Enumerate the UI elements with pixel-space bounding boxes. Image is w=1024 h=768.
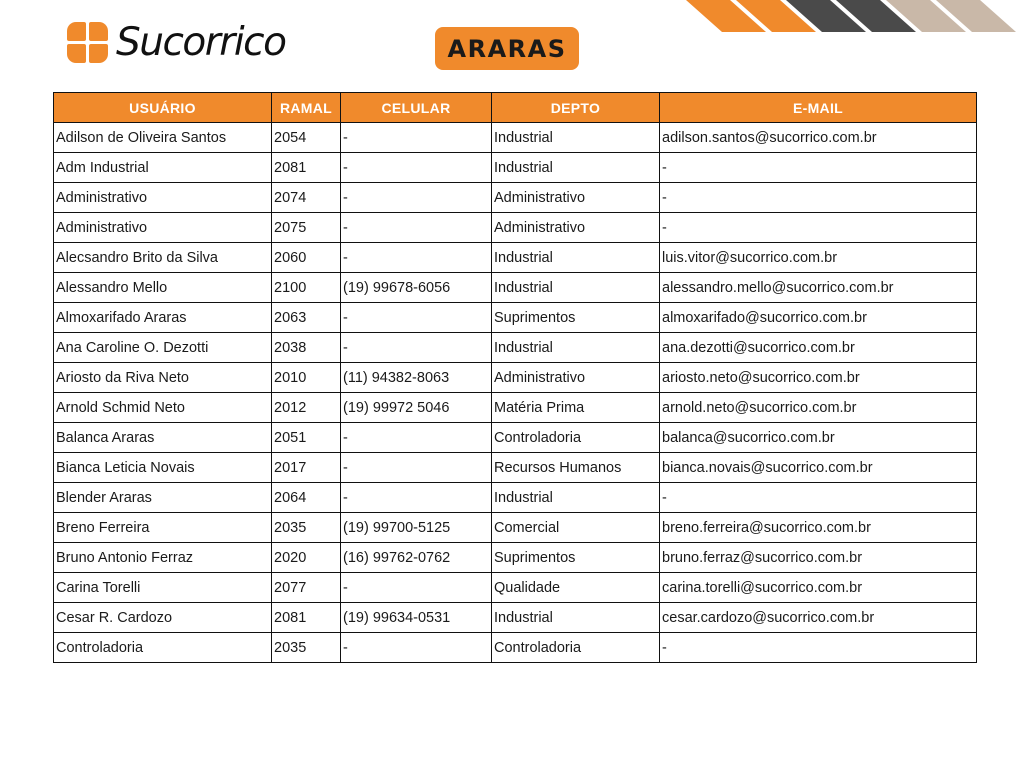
cell-email: arnold.neto@sucorrico.com.br bbox=[660, 393, 977, 423]
cell-usuario: Breno Ferreira bbox=[54, 513, 272, 543]
cell-usuario: Adilson de Oliveira Santos bbox=[54, 123, 272, 153]
cell-ramal: 2075 bbox=[272, 213, 341, 243]
cell-email: alessandro.mello@sucorrico.com.br bbox=[660, 273, 977, 303]
cell-ramal: 2081 bbox=[272, 603, 341, 633]
cell-depto: Industrial bbox=[492, 153, 660, 183]
cell-email: bruno.ferraz@sucorrico.com.br bbox=[660, 543, 977, 573]
cell-usuario: Blender Araras bbox=[54, 483, 272, 513]
table-row bbox=[54, 123, 977, 153]
cell-usuario: Cesar R. Cardozo bbox=[54, 603, 272, 633]
table-row bbox=[54, 423, 977, 453]
cell-usuario: Almoxarifado Araras bbox=[54, 303, 272, 333]
cell-depto: Industrial bbox=[492, 603, 660, 633]
cell-depto: Administrativo bbox=[492, 363, 660, 393]
cell-email: luis.vitor@sucorrico.com.br bbox=[660, 243, 977, 273]
cell-celular: - bbox=[341, 333, 492, 363]
cell-depto: Administrativo bbox=[492, 183, 660, 213]
table-row bbox=[54, 513, 977, 543]
cell-ramal: 2038 bbox=[272, 333, 341, 363]
table-row bbox=[54, 183, 977, 213]
cell-email: bianca.novais@sucorrico.com.br bbox=[660, 453, 977, 483]
cell-email: ana.dezotti@sucorrico.com.br bbox=[660, 333, 977, 363]
table-row bbox=[54, 543, 977, 573]
cell-email: - bbox=[660, 183, 977, 213]
cell-usuario: Bianca Leticia Novais bbox=[54, 453, 272, 483]
cell-celular: - bbox=[341, 243, 492, 273]
table-row bbox=[54, 573, 977, 603]
table-header-row bbox=[54, 93, 977, 123]
cell-celular: - bbox=[341, 213, 492, 243]
cell-celular: - bbox=[341, 573, 492, 603]
cell-ramal: 2051 bbox=[272, 423, 341, 453]
location-badge: ARARAS bbox=[435, 27, 579, 70]
cell-ramal: 2035 bbox=[272, 633, 341, 663]
cell-email: cesar.cardozo@sucorrico.com.br bbox=[660, 603, 977, 633]
cell-ramal: 2017 bbox=[272, 453, 341, 483]
table-row bbox=[54, 213, 977, 243]
cell-depto: Suprimentos bbox=[492, 543, 660, 573]
contact-directory-table bbox=[53, 92, 977, 663]
table-row bbox=[54, 453, 977, 483]
cell-email: carina.torelli@sucorrico.com.br bbox=[660, 573, 977, 603]
cell-celular: - bbox=[341, 633, 492, 663]
column-header-celular: CELULAR bbox=[341, 93, 492, 123]
cell-ramal: 2012 bbox=[272, 393, 341, 423]
cell-usuario: Administrativo bbox=[54, 213, 272, 243]
cell-depto: Administrativo bbox=[492, 213, 660, 243]
table-row bbox=[54, 633, 977, 663]
cell-depto: Controladoria bbox=[492, 633, 660, 663]
table-row bbox=[54, 273, 977, 303]
cell-depto: Industrial bbox=[492, 273, 660, 303]
cell-celular: - bbox=[341, 453, 492, 483]
cell-depto: Matéria Prima bbox=[492, 393, 660, 423]
cell-depto: Industrial bbox=[492, 333, 660, 363]
table-row bbox=[54, 393, 977, 423]
table-row bbox=[54, 303, 977, 333]
cell-email: almoxarifado@sucorrico.com.br bbox=[660, 303, 977, 333]
table-row bbox=[54, 153, 977, 183]
cell-ramal: 2020 bbox=[272, 543, 341, 573]
table-row bbox=[54, 603, 977, 633]
cell-celular: - bbox=[341, 303, 492, 333]
brand-logo bbox=[67, 22, 285, 63]
cell-email: breno.ferreira@sucorrico.com.br bbox=[660, 513, 977, 543]
cell-usuario: Administrativo bbox=[54, 183, 272, 213]
cell-celular: (19) 99700-5125 bbox=[341, 513, 492, 543]
cell-ramal: 2077 bbox=[272, 573, 341, 603]
cell-email: balanca@sucorrico.com.br bbox=[660, 423, 977, 453]
cell-ramal: 2035 bbox=[272, 513, 341, 543]
cell-email: - bbox=[660, 483, 977, 513]
cell-depto: Comercial bbox=[492, 513, 660, 543]
cell-email: - bbox=[660, 213, 977, 243]
cell-usuario: Carina Torelli bbox=[54, 573, 272, 603]
column-header-email: E-MAIL bbox=[660, 93, 977, 123]
cell-email: ariosto.neto@sucorrico.com.br bbox=[660, 363, 977, 393]
cell-celular: (19) 99972 5046 bbox=[341, 393, 492, 423]
cell-ramal: 2074 bbox=[272, 183, 341, 213]
cell-celular: (11) 94382-8063 bbox=[341, 363, 492, 393]
cell-celular: - bbox=[341, 423, 492, 453]
cell-usuario: Alessandro Mello bbox=[54, 273, 272, 303]
cell-ramal: 2010 bbox=[272, 363, 341, 393]
decorative-stripes-icon bbox=[680, 0, 1024, 32]
cell-celular: (19) 99634-0531 bbox=[341, 603, 492, 633]
cell-celular: - bbox=[341, 153, 492, 183]
cell-celular: - bbox=[341, 183, 492, 213]
cell-celular: (16) 99762-0762 bbox=[341, 543, 492, 573]
cell-usuario: Alecsandro Brito da Silva bbox=[54, 243, 272, 273]
cell-usuario: Adm Industrial bbox=[54, 153, 272, 183]
table-row bbox=[54, 483, 977, 513]
table-row bbox=[54, 363, 977, 393]
cell-celular: (19) 99678-6056 bbox=[341, 273, 492, 303]
cell-usuario: Bruno Antonio Ferraz bbox=[54, 543, 272, 573]
cell-depto: Suprimentos bbox=[492, 303, 660, 333]
column-header-ramal: RAMAL bbox=[272, 93, 341, 123]
logo-mark-icon bbox=[67, 22, 108, 63]
column-header-usuario: USUÁRIO bbox=[54, 93, 272, 123]
cell-depto: Controladoria bbox=[492, 423, 660, 453]
cell-ramal: 2054 bbox=[272, 123, 341, 153]
column-header-depto: DEPTO bbox=[492, 93, 660, 123]
cell-email: adilson.santos@sucorrico.com.br bbox=[660, 123, 977, 153]
cell-usuario: Balanca Araras bbox=[54, 423, 272, 453]
cell-email: - bbox=[660, 633, 977, 663]
cell-ramal: 2081 bbox=[272, 153, 341, 183]
cell-depto: Industrial bbox=[492, 483, 660, 513]
cell-usuario: Arnold Schmid Neto bbox=[54, 393, 272, 423]
cell-ramal: 2060 bbox=[272, 243, 341, 273]
cell-usuario: Controladoria bbox=[54, 633, 272, 663]
cell-depto: Recursos Humanos bbox=[492, 453, 660, 483]
table-row bbox=[54, 333, 977, 363]
brand-name: Sucorrico bbox=[116, 20, 286, 65]
cell-usuario: Ariosto da Riva Neto bbox=[54, 363, 272, 393]
cell-usuario: Ana Caroline O. Dezotti bbox=[54, 333, 272, 363]
cell-celular: - bbox=[341, 483, 492, 513]
cell-depto: Industrial bbox=[492, 243, 660, 273]
table-row bbox=[54, 243, 977, 273]
cell-ramal: 2063 bbox=[272, 303, 341, 333]
cell-ramal: 2064 bbox=[272, 483, 341, 513]
cell-ramal: 2100 bbox=[272, 273, 341, 303]
cell-celular: - bbox=[341, 123, 492, 153]
cell-depto: Industrial bbox=[492, 123, 660, 153]
cell-depto: Qualidade bbox=[492, 573, 660, 603]
cell-email: - bbox=[660, 153, 977, 183]
